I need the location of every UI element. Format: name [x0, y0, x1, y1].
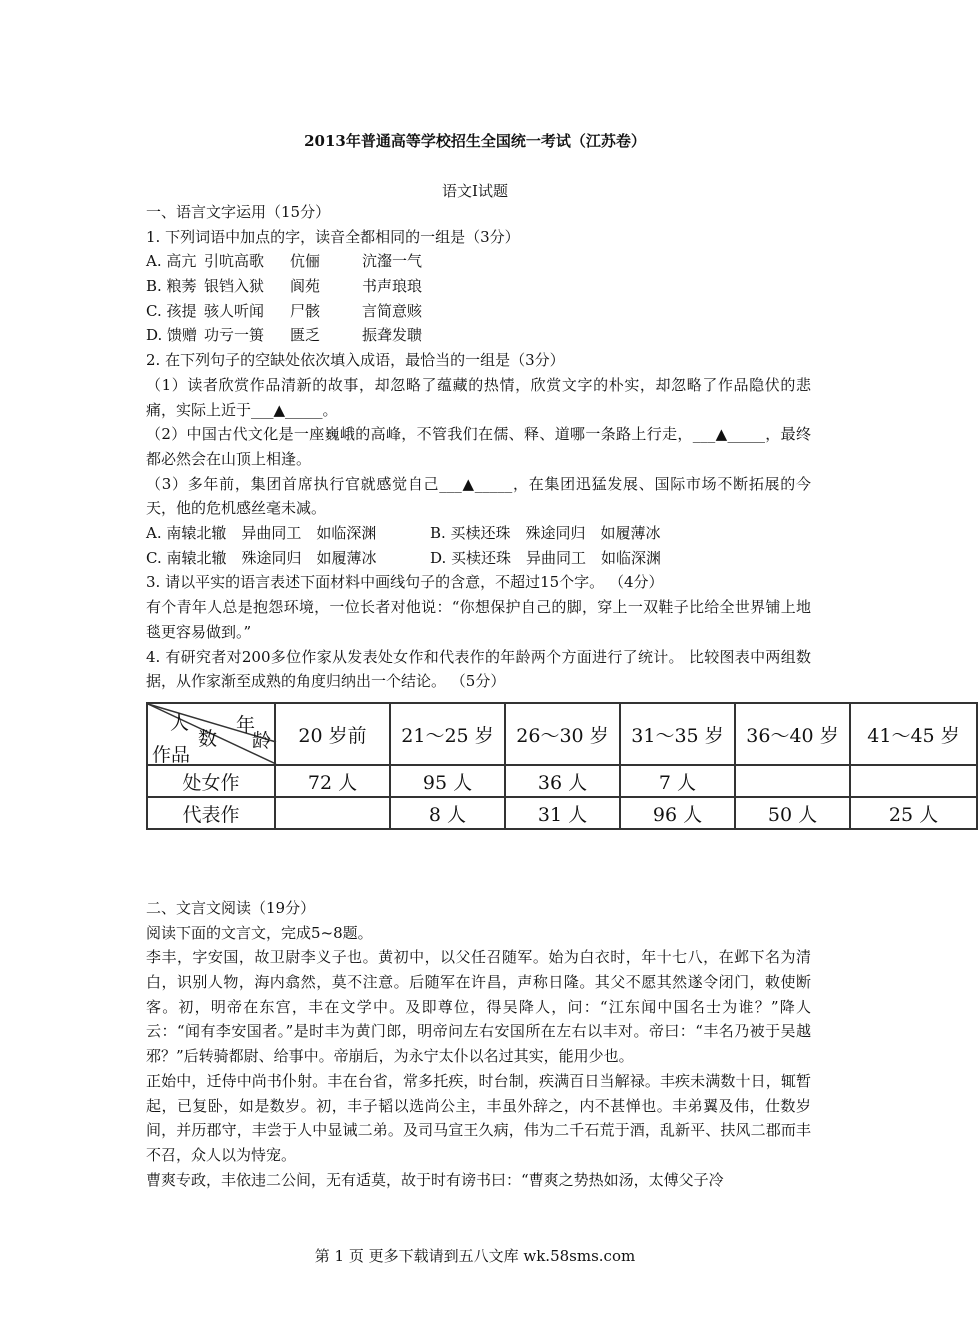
question-1-option-c — [146, 299, 811, 324]
question-2-sentence-2: （2）中国古代文化是一座巍峨的高峰，不管我们在儒、释、道哪一条路上行走，___▲_____，最终都必然会在山顶上相逢。 — [146, 425, 811, 468]
option-text: 沆瀣一气 — [362, 252, 423, 271]
table-cell — [735, 765, 850, 797]
option-text: 骇人听闻 — [204, 301, 265, 320]
option-text: D. 馈赠 — [146, 326, 198, 345]
table-header-row — [147, 703, 977, 765]
passage-paragraph-2: 正始中，迁侍中尚书仆射。丰在台省，常多托疾，时台制，疾满百日当解禄。丰疾未满数十日，辄暂起，已复卧，如是数岁。初，丰子韬以选尚公主，丰虽外辞之，内不甚惮也。丰弟翼及伟，仕数岁间，并历郡守，丰尝于人中显诫二弟。及司马宣王久病，伟为二千石荒于酒，乱新平、扶风二郡而丰不召，众人以为恃宠。 — [146, 1071, 811, 1164]
question-2-sentence-1: （1）读者欣赏作品清新的故事，却忽略了蕴藏的热情，欣赏文字的朴实，却忽略了作品隐伏的悲痛，实际上近于___▲_____。 — [146, 375, 811, 419]
option-text: 匮乏 — [290, 326, 321, 345]
question-1-stem: 1. 下列词语中加点的字，读音全都相同的一组是（3分） — [146, 227, 520, 246]
option-text: 阆苑 — [290, 277, 321, 296]
column-header: 41～45 岁 — [850, 703, 977, 765]
exam-title: 2013年普通高等学校招生全国统一考试（江苏卷） — [304, 132, 646, 150]
column-header: 20 岁前 — [275, 703, 390, 765]
option-text: 尸骸 — [290, 301, 321, 320]
page-footer: 第 1 页 更多下载请到五八文库 wk.58sms.com — [314, 1247, 636, 1265]
section-1 — [146, 200, 811, 694]
option-text: C. 孩提 — [146, 301, 197, 320]
option-text: 言简意赅 — [362, 301, 423, 320]
column-header: 31～35 岁 — [620, 703, 735, 765]
table-cell: 7 人 — [620, 765, 735, 797]
corner-label: 数 — [198, 728, 218, 750]
option-text: 书声琅琅 — [362, 277, 423, 296]
question-2-options-cd — [146, 546, 811, 571]
row-label: 代表作 — [147, 797, 275, 829]
corner-label: 年 — [236, 714, 256, 736]
table-cell: 96 人 — [620, 797, 735, 829]
table-cell: 8 人 — [390, 797, 505, 829]
corner-label: 龄 — [252, 730, 272, 752]
table-cell: 25 人 — [850, 797, 977, 829]
question-1-option-b — [146, 274, 811, 299]
column-header: 36～40 岁 — [735, 703, 850, 765]
question-2-stem: 2. 在下列句子的空缺处依次填入成语，最恰当的一组是（3分） — [146, 351, 565, 370]
option-c: C. 南辕北辙 殊途同归 如履薄冰 — [146, 548, 377, 567]
table-cell: 36 人 — [505, 765, 620, 797]
corner-label: 人 — [170, 712, 190, 734]
section-heading: 二、文言文阅读（19分） — [146, 899, 316, 917]
column-header: 26～30 岁 — [505, 703, 620, 765]
option-text: 引吭高歌 — [204, 252, 265, 271]
table-cell: 31 人 — [505, 797, 620, 829]
option-text: 功亏一篑 — [204, 326, 265, 345]
option-text: B. 粮莠 — [146, 277, 197, 296]
table-cell — [850, 765, 977, 797]
row-label: 处女作 — [147, 765, 275, 797]
table-cell — [275, 797, 390, 829]
question-1-option-a — [146, 249, 811, 274]
table-cell: 95 人 — [390, 765, 505, 797]
passage-paragraph-1: 李丰，字安国，故卫尉李义子也。黄初中，以父任召随军。始为白衣时，年十七八，在邺下名为清白，识别人物，海内翕然，莫不注意。后随军在许昌，声称日隆。其父不愿其然遂令闭门，敕使断客。初，明帝在东宫，丰在文学中。及即尊位，得吴降人，问：“江东闻中国名士为谁？”降人云：“闻有李安国者。”是时丰为黄门郎，明帝问左右安国所在左右以丰对。帝曰：“丰名乃被于吴越邪？”后转骑都尉、给事中。帝崩后，为永宁太仆以名过其实，能用少也。 — [146, 948, 811, 1066]
question-3-material: 有个青年人总是抱怨环境，一位长者对他说：“你想保护自己的脚，穿上一双鞋子比给全世界铺上地毯更容易做到。” — [146, 598, 811, 641]
table-cell: 72 人 — [275, 765, 390, 797]
table-corner-cell — [147, 703, 275, 765]
option-text: 振聋发聩 — [362, 326, 423, 345]
option-d: D. 买椟还珠 异曲同工 如临深渊 — [430, 548, 662, 567]
statistics-table — [146, 702, 978, 830]
question-3-stem: 3. 请以平实的语言表述下面材料中画线句子的含意，不超过15个字。 （4分） — [146, 573, 664, 592]
section-heading: 一、语言文字运用（15分） — [146, 203, 331, 221]
question-1-option-d — [146, 323, 811, 348]
table-cell: 50 人 — [735, 797, 850, 829]
exam-subtitle: 语文Ⅰ试题 — [442, 182, 508, 200]
option-text: 银铛入狱 — [204, 277, 265, 296]
section-2 — [146, 896, 811, 1192]
table-row — [147, 765, 977, 797]
option-text: A. 高亢 — [146, 252, 197, 271]
corner-label: 作品 — [152, 744, 191, 766]
question-4-stem: 4. 有研究者对200多位作家从发表处女作和代表作的年龄两个方面进行了统计。 比较图表中两组数据，从作家渐至成熟的角度归纳出一个结论。 （5分） — [146, 647, 811, 691]
question-2-sentence-3: （3）多年前，集团首席执行官就感觉自己___▲_____，在集团迅猛发展、国际市场不断拓展的今天，他的危机感丝毫未减。 — [146, 474, 811, 518]
option-a: A. 南辕北辙 异曲同工 如临深渊 — [146, 524, 377, 543]
option-text: 伉俪 — [290, 252, 321, 271]
statistics-table-container — [146, 702, 960, 828]
column-header: 21～25 岁 — [390, 703, 505, 765]
option-b: B. 买椟还珠 殊途同归 如履薄冰 — [430, 524, 661, 543]
question-2-options-ab — [146, 521, 811, 546]
reading-intro: 阅读下面的文言文，完成5~8题。 — [146, 923, 373, 942]
table-row — [147, 797, 977, 829]
passage-paragraph-3: 曹爽专政，丰依违二公间，无有适莫，故于时有谤书曰：“曹爽之势热如汤，太傅父子冷 — [146, 1170, 724, 1189]
